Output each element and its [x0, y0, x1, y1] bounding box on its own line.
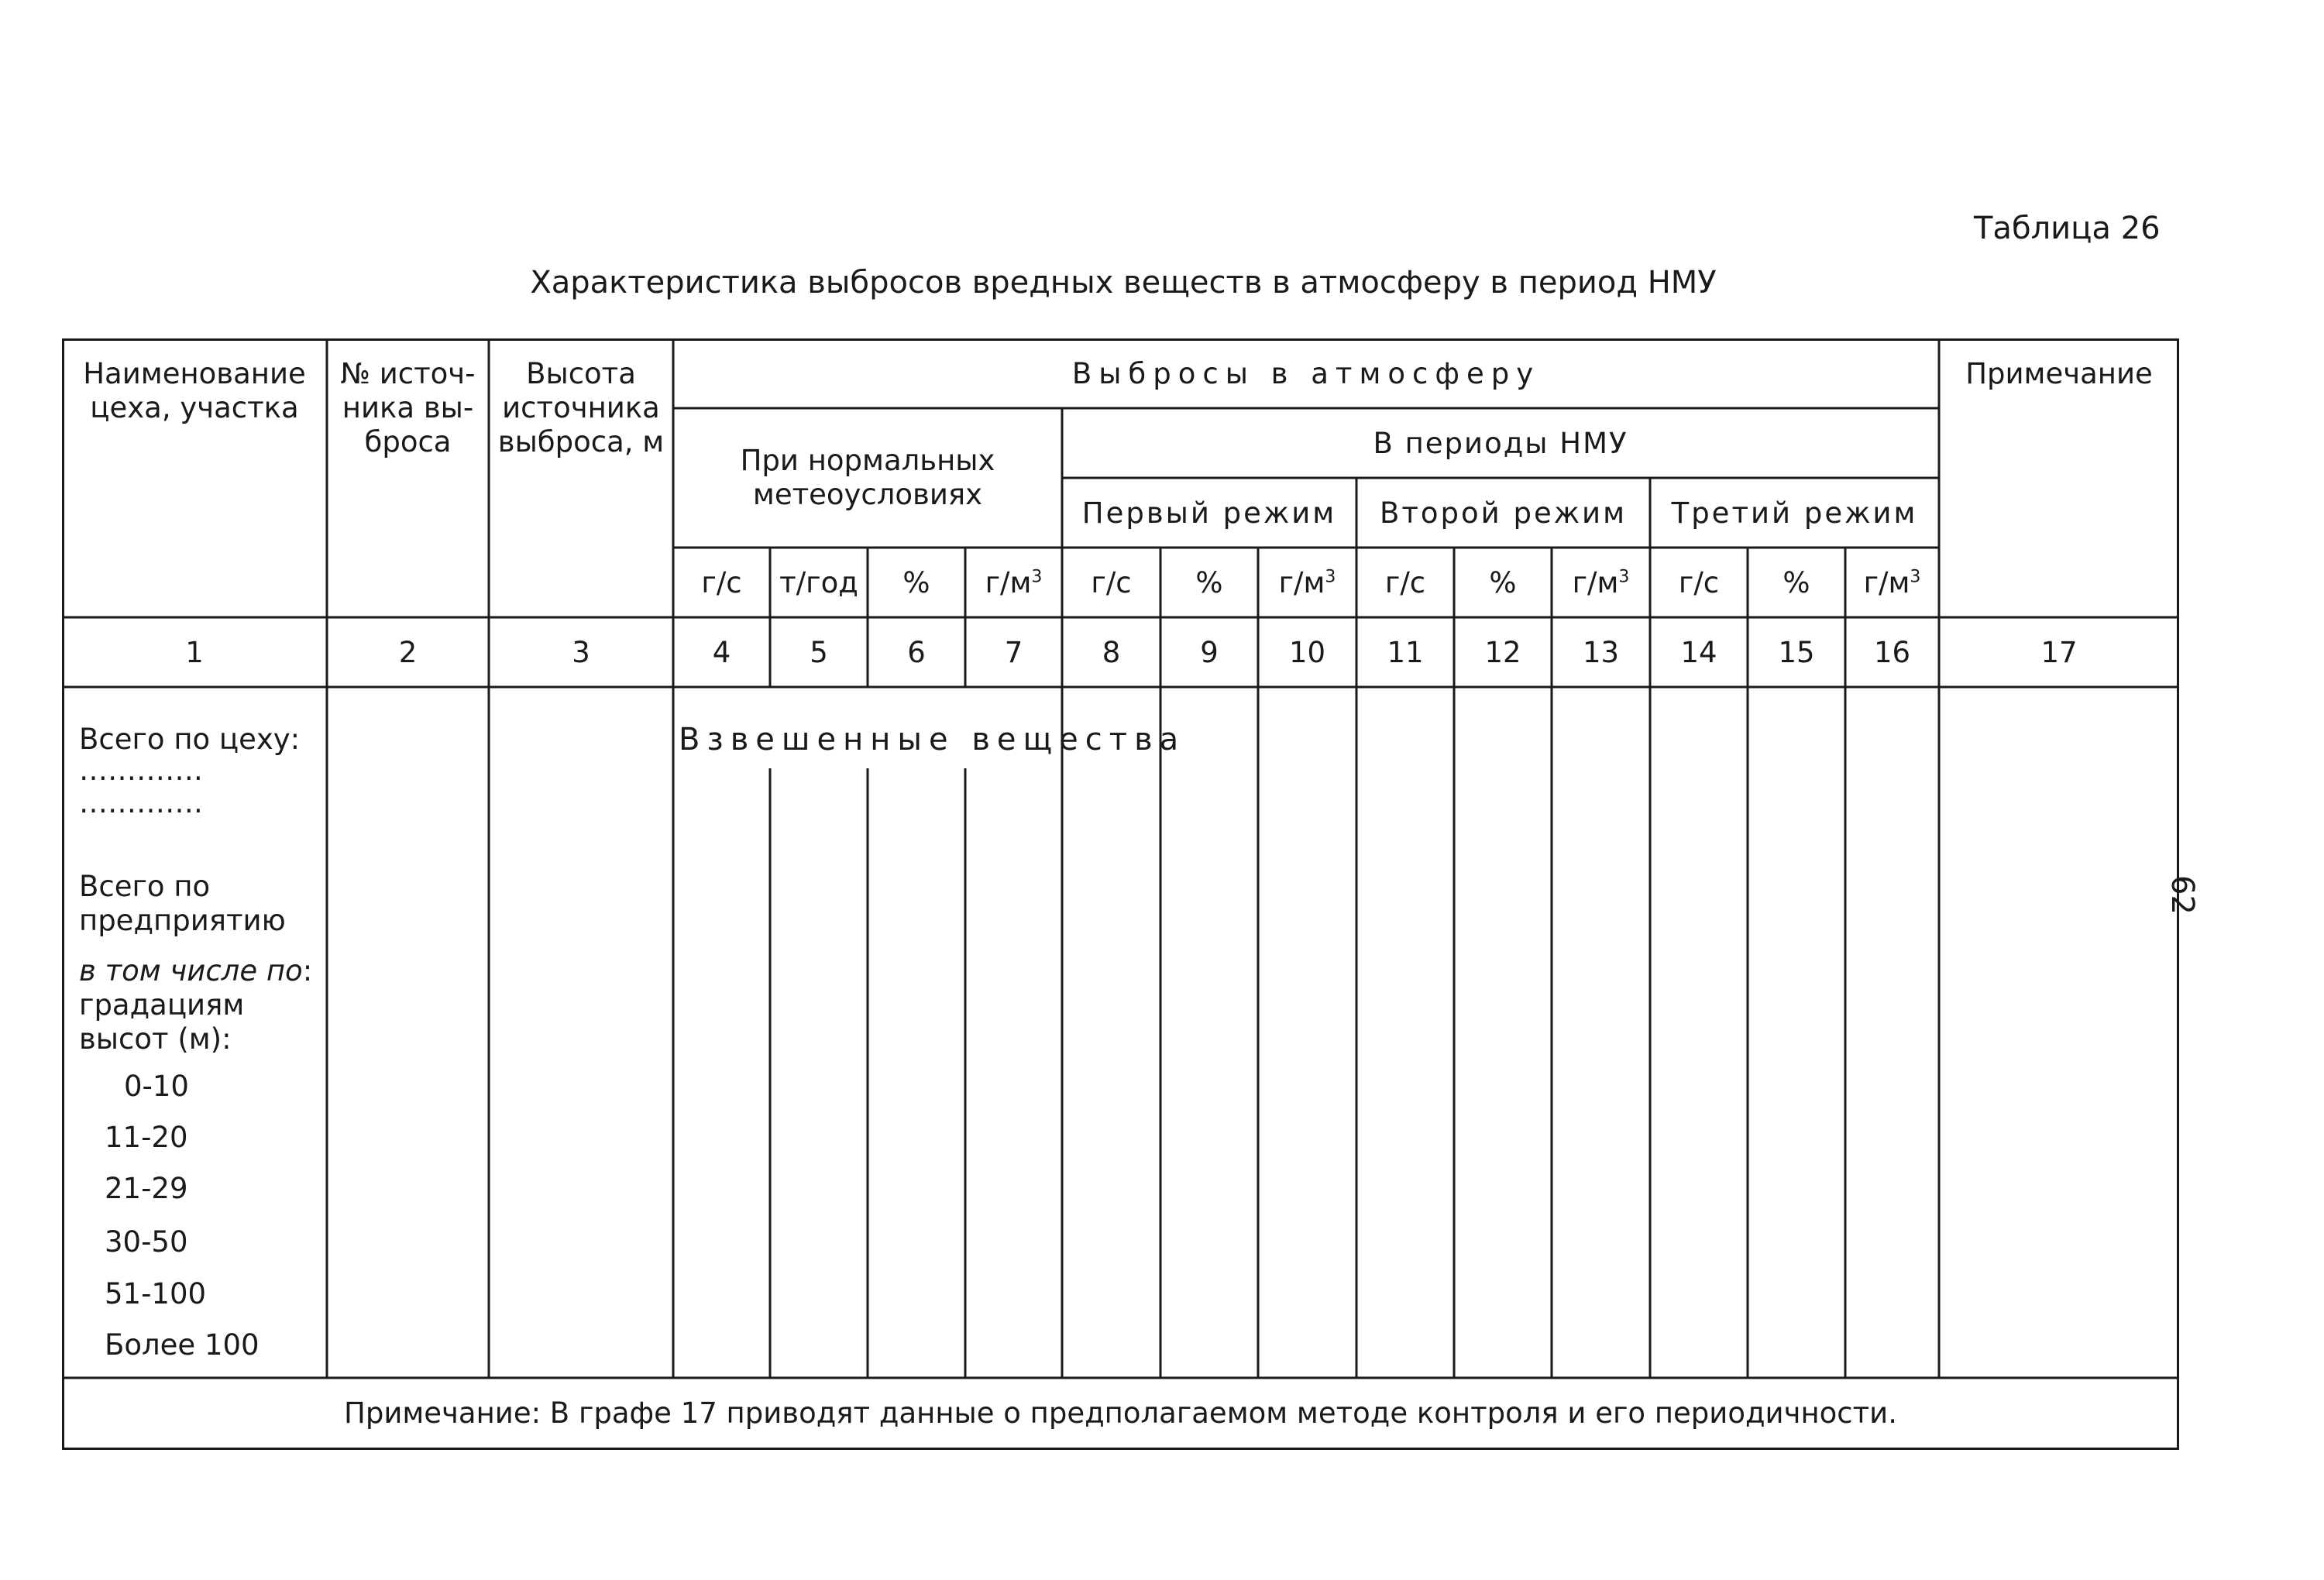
dots-row-2: …………. — [79, 786, 203, 819]
enterprise-total-label: Всего по предприятию — [79, 870, 286, 937]
column-number: 12 — [1484, 636, 1521, 669]
column-number: 8 — [1102, 636, 1121, 669]
unit-mode1-gs: г/с — [1091, 566, 1132, 599]
height-range: 21-29 — [105, 1172, 188, 1205]
gradations-label: градациям высот (м): — [79, 988, 245, 1056]
unit-mode1-pct: % — [1195, 566, 1223, 599]
unit-mode2-pct: % — [1489, 566, 1517, 599]
page-number: 62 — [2164, 875, 2200, 915]
unit-normal-gm3: $г/м^3$ — [985, 566, 1043, 599]
header-source-number: № источ- ника вы- броса — [340, 357, 476, 459]
column-number: 13 — [1582, 636, 1620, 669]
unit-normal-pct: % — [902, 566, 930, 599]
dots-row-1: …………. — [79, 754, 203, 787]
shop-total-label: Всего по цеху: — [79, 723, 301, 756]
column-number: 11 — [1387, 636, 1424, 669]
including-label: в том числе по: — [79, 954, 313, 988]
unit-normal-tyear: т/год — [779, 566, 858, 599]
column-number: 6 — [907, 636, 926, 669]
column-number: 15 — [1778, 636, 1815, 669]
header-mode-3: Третий режим — [1671, 496, 1918, 530]
column-number: 2 — [398, 636, 418, 669]
column-number: 17 — [2040, 636, 2078, 669]
height-range: 51-100 — [105, 1277, 207, 1310]
header-normal-conditions: При нормальных метеоусловиях — [740, 444, 995, 511]
emissions-table — [62, 338, 2179, 1451]
unit-mode1-gm3: $г/м^3$ — [1278, 566, 1336, 599]
column-number: 4 — [712, 636, 731, 669]
substance-label: Взвешенные вещества — [679, 722, 1186, 757]
header-mode-2: Второй режим — [1379, 496, 1628, 530]
header-shop-name: Наименование цеха, участка — [83, 357, 306, 424]
height-range: 0-10 — [124, 1070, 189, 1103]
header-source-height: Высота источника выброса, м — [497, 357, 665, 459]
column-number: 9 — [1200, 636, 1219, 669]
height-range: 11-20 — [105, 1121, 188, 1154]
header-note: Примечание — [1965, 357, 2153, 390]
header-emissions: Выбросы в атмосферу — [1071, 357, 1541, 390]
table-label: Таблица 26 — [1974, 211, 2161, 246]
unit-mode2-gm3: $г/м^3$ — [1572, 566, 1630, 599]
unit-mode3-pct: % — [1783, 566, 1810, 599]
unit-mode2-gs: г/с — [1384, 566, 1426, 599]
column-number: 3 — [572, 636, 590, 669]
table-title: Характеристика выбросов вредных веществ в атмосферу в период НМУ — [530, 265, 1717, 301]
table-footnote: Примечание: В графе 17 приводят данные о предполагаемом методе контроля и его периодичности. — [344, 1396, 1897, 1430]
column-number: 10 — [1288, 636, 1326, 669]
height-range: 30-50 — [105, 1225, 188, 1259]
header-nmu-periods: В периоды НМУ — [1373, 427, 1628, 460]
column-number: 7 — [1004, 636, 1023, 669]
column-number: 14 — [1680, 636, 1717, 669]
unit-mode3-gm3: $г/м^3$ — [1863, 566, 1921, 599]
height-range: Более 100 — [105, 1328, 260, 1362]
column-number: 5 — [810, 636, 828, 669]
unit-normal-gs: г/с — [701, 566, 742, 599]
header-mode-1: Первый режим — [1081, 496, 1337, 530]
column-number: 1 — [185, 636, 204, 669]
unit-mode3-gs: г/с — [1678, 566, 1720, 599]
column-number: 16 — [1873, 636, 1911, 669]
